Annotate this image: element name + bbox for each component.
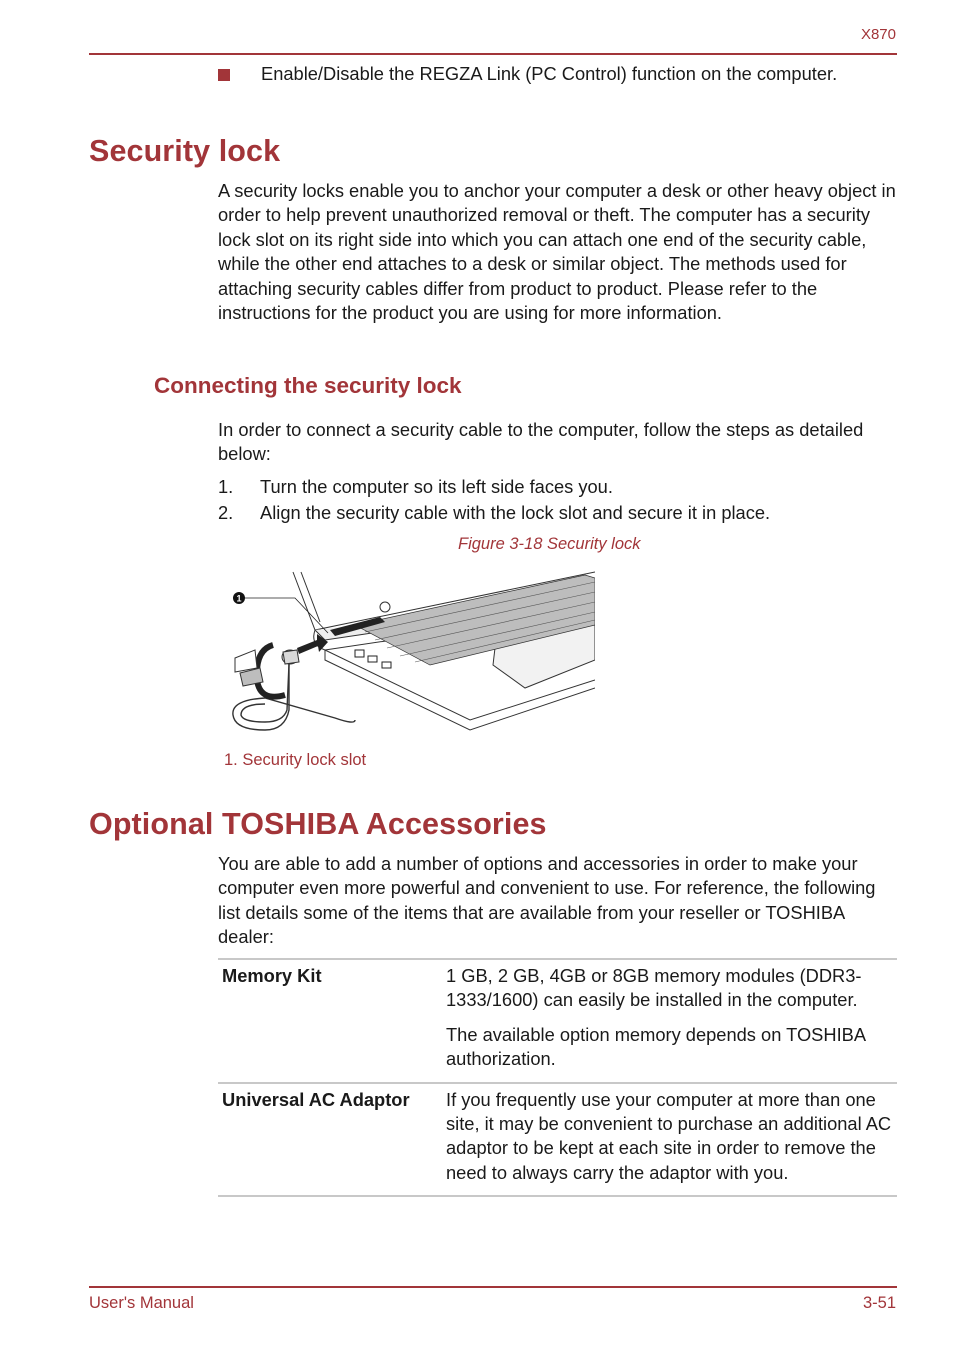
laptop-security-lock-illustration xyxy=(225,570,595,740)
figure-caption: Figure 3-18 Security lock xyxy=(458,535,641,553)
step-item xyxy=(218,475,898,501)
accessory-term: Universal AC Adaptor xyxy=(218,1083,442,1197)
square-bullet-icon xyxy=(218,69,230,81)
bullet-item xyxy=(218,62,898,86)
security-lock-paragraph: A security locks enable you to anchor your computer a desk or other heavy object in order to help prevent unauthorized removal or theft. The computer has a security lock slot on its right side into which you can attach one end of the security cable, while the other end attaches to a desk or similar object. The methods used for attaching security cables differ from product to product. Please refer to the instructions for the product you are using for more information. xyxy=(218,180,896,324)
accessory-term: Memory Kit xyxy=(218,959,442,1083)
step-number: 2. xyxy=(218,502,234,523)
description-paragraph: 1 GB, 2 GB, 4GB or 8GB memory modules (DDR3-1333/1600) can easily be installed in the computer. xyxy=(446,965,862,1011)
accessories-intro: You are able to add a number of options and accessories in order to make your computer even more powerful and convenient to use. For reference, the following list details some of the items that are available from your reseller or TOSHIBA dealer: xyxy=(218,853,876,948)
accessory-description xyxy=(442,1083,897,1197)
step-text: Turn the computer so its left side faces you. xyxy=(260,476,613,497)
accessories-table xyxy=(218,958,897,1197)
table-row xyxy=(218,959,897,1083)
description-paragraph: If you frequently use your computer at more than one site, it may be convenient to purchase an additional AC adaptor to be kept at each site in order to remove the need to always carry the adaptor with you. xyxy=(446,1088,892,1183)
footer-manual-title: User's Manual xyxy=(89,1294,194,1312)
steps-list xyxy=(218,475,898,527)
step-item xyxy=(218,501,898,527)
callout-number: 1 xyxy=(236,593,242,604)
figure-legend: 1. Security lock slot xyxy=(224,751,367,769)
bullet-text: Enable/Disable the REGZA Link (PC Control) function on the computer. xyxy=(261,63,838,84)
section-title-accessories: Optional TOSHIBA Accessories xyxy=(89,807,547,841)
section-title-security-lock: Security lock xyxy=(89,134,281,168)
connecting-intro: In order to connect a security cable to the computer, follow the steps as detailed below: xyxy=(218,419,864,465)
header-divider xyxy=(89,53,897,55)
security-lock-figure xyxy=(225,570,595,740)
description-paragraph: The available option memory depends on TOSHIBA authorization. xyxy=(446,1023,866,1070)
footer-divider xyxy=(89,1286,897,1288)
step-number: 1. xyxy=(218,476,234,497)
header-model-label: X870 xyxy=(860,26,896,43)
table-row xyxy=(218,1083,897,1197)
accessory-description xyxy=(442,959,897,1083)
subsection-title-connecting: Connecting the security lock xyxy=(154,373,462,398)
footer-page-number: 3-51 xyxy=(862,1294,896,1312)
step-text: Align the security cable with the lock slot and secure it in place. xyxy=(260,502,771,523)
